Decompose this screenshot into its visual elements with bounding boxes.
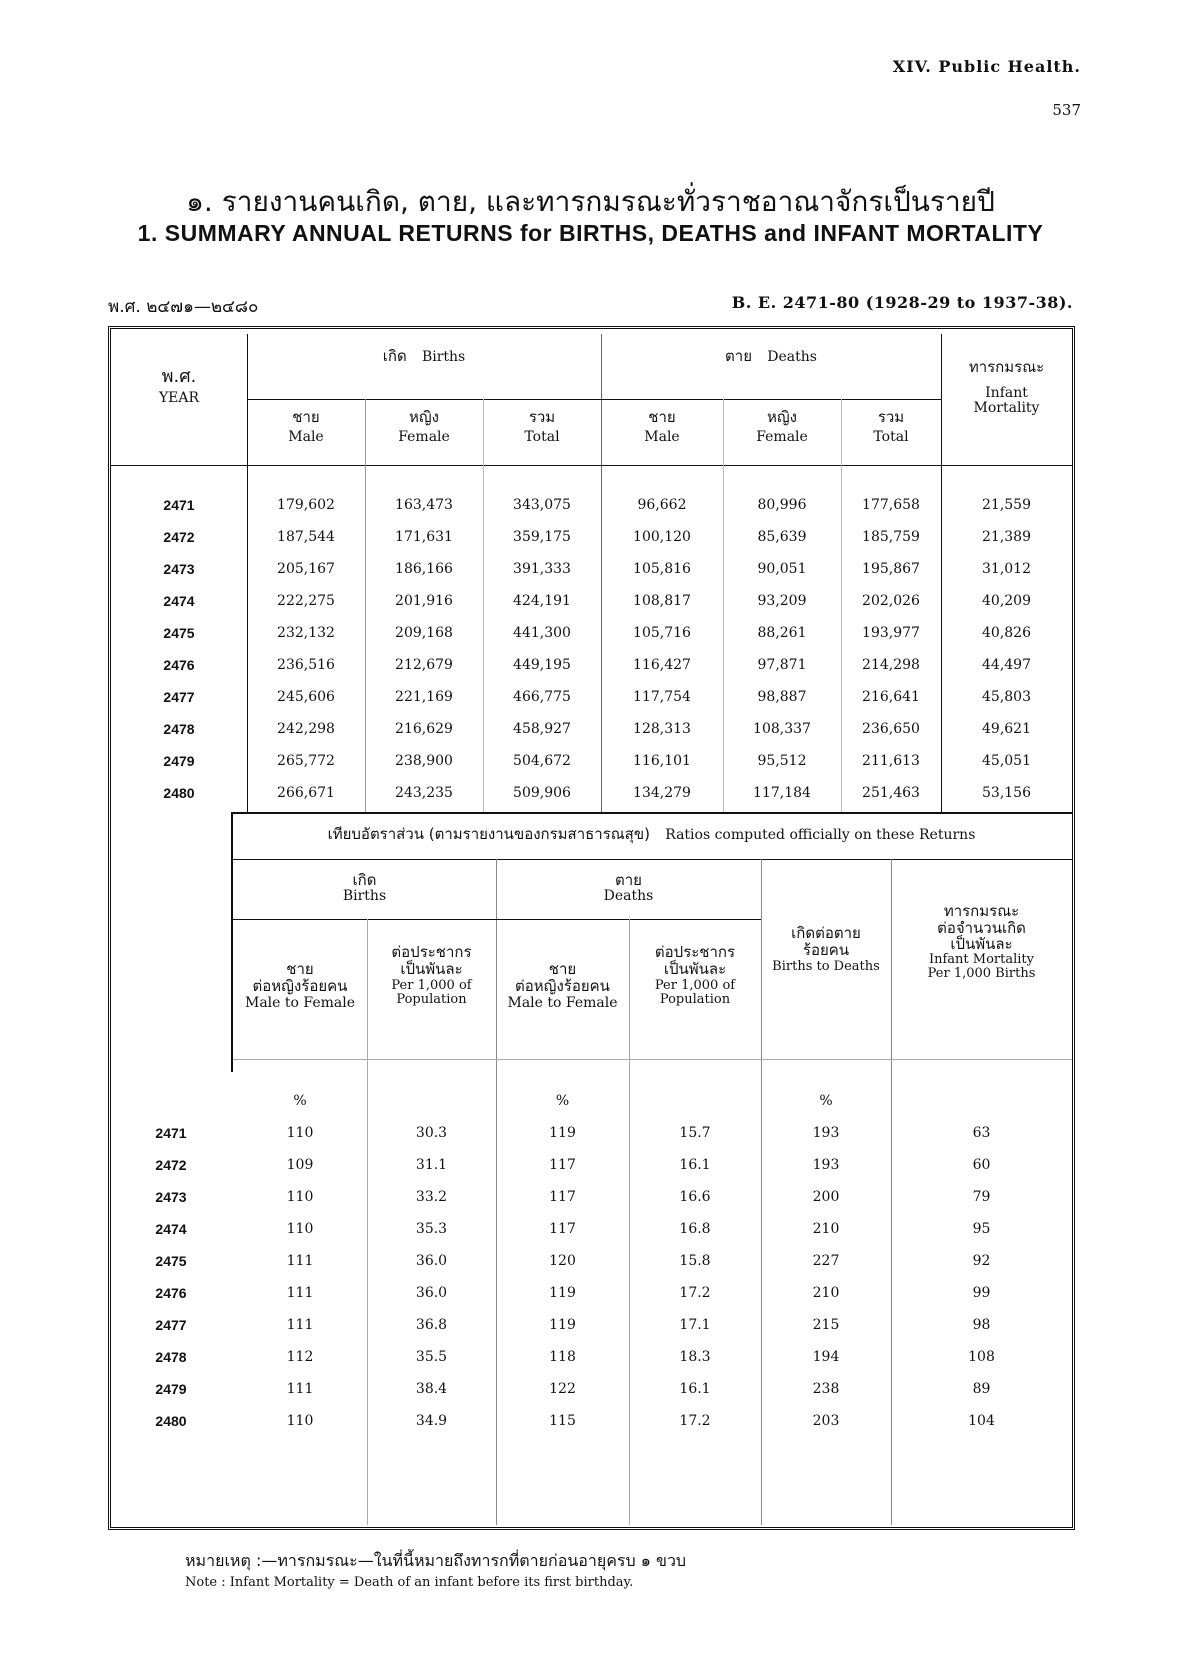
t2-deaths-english: Deaths: [603, 887, 654, 904]
table1-value-cell: 177,658: [862, 497, 920, 513]
births-total-english: Total: [524, 428, 560, 445]
t2-b2d-english: Births to Deaths: [772, 959, 880, 974]
table2-year-cell: 2473: [155, 1189, 187, 1205]
table2-value-cell: 111: [286, 1253, 314, 1269]
table1-value-cell: 21,559: [982, 497, 1031, 513]
table1-value-cell: 163,473: [395, 497, 453, 513]
table1-value-cell: 105,816: [633, 561, 691, 577]
table2-year-cell: 2472: [155, 1157, 187, 1173]
year-header-english: YEAR: [158, 389, 200, 406]
table1-value-cell: 49,621: [982, 721, 1031, 737]
t2-deaths-rate-thai-1: ต่อประชากร: [654, 943, 736, 961]
table1-value-cell: 98,887: [757, 689, 807, 705]
table1-year-cell: 2472: [163, 529, 195, 545]
table2-value-cell: 16.6: [679, 1189, 711, 1205]
table1-value-cell: 201,916: [395, 593, 453, 609]
deaths-header-english: Deaths: [767, 349, 817, 365]
deaths-male-header: [601, 409, 723, 445]
table1-value-cell: 185,759: [862, 529, 920, 545]
births-female-thai: หญิง: [409, 408, 439, 426]
table1-value-cell: 134,279: [633, 785, 691, 801]
table1-year-cell: 2480: [163, 785, 195, 801]
table2-value-cell: 15.8: [679, 1253, 711, 1269]
table1-value-cell: 343,075: [513, 497, 571, 513]
table1-year-cell: 2474: [163, 593, 195, 609]
period-english: B. E. 2471-80 (1928-29 to 1937-38).: [731, 293, 1073, 312]
t2-births-rate-english-2: Population: [396, 992, 467, 1008]
table2-value-cell: 119: [549, 1125, 576, 1141]
births-male-english: Male: [288, 428, 324, 445]
deaths-header-thai: ตาย: [725, 347, 752, 365]
table1-year-cell: 2476: [163, 657, 195, 673]
table1-value-cell: 100,120: [633, 529, 691, 545]
table2-value-cell: 108: [968, 1349, 995, 1365]
table1-value-cell: 186,166: [395, 561, 453, 577]
t2-deaths-rate-header: [629, 944, 761, 1008]
table1-value-cell: 209,168: [395, 625, 453, 641]
table2-value-cell: 35.3: [415, 1221, 448, 1237]
table1-value-cell: 221,169: [395, 689, 453, 705]
table1-value-cell: 245,606: [277, 689, 335, 705]
table2-value-cell: 110: [286, 1189, 314, 1205]
table2-value-cell: 111: [286, 1317, 314, 1333]
births-total-header: [483, 409, 601, 445]
table1-value-cell: 117,184: [753, 785, 811, 801]
table1-value-cell: 116,427: [633, 657, 691, 673]
t2-infant-header: [891, 903, 1072, 981]
table2-value-cell: 17.1: [679, 1317, 711, 1333]
table2-value-cell: 193: [812, 1157, 840, 1173]
note-english: Note : Infant Mortality = Death of an infant before its first birthday.: [185, 1575, 634, 1590]
table1-value-cell: 95,512: [757, 753, 807, 769]
table1-value-cell: 21,389: [982, 529, 1031, 545]
t2-infant-english-1: Infant Mortality: [928, 951, 1034, 967]
table1-value-cell: 93,209: [757, 593, 807, 609]
births-female-english: Female: [398, 428, 450, 445]
table1-value-cell: 179,602: [277, 497, 335, 513]
table1-value-cell: 31,012: [982, 561, 1031, 577]
t2-births-ratio-header: [233, 961, 367, 1011]
deaths-header: [601, 347, 941, 365]
table2-value-cell: 16.8: [679, 1221, 711, 1237]
table2-value-cell: 17.2: [679, 1285, 711, 1301]
t2-b2d-thai-1: เกิดต่อตาย: [791, 924, 861, 942]
t2-births-thai: เกิด: [352, 871, 377, 889]
page-title-english: 1. SUMMARY ANNUAL RETURNS for BIRTHS, DEATHS and INFANT MORTALITY: [137, 220, 1044, 246]
table2-value-cell: 111: [286, 1285, 314, 1301]
table2-value-cell: 16.1: [679, 1157, 711, 1173]
t2-births-rate-thai-2: เป็นพันละ: [400, 959, 463, 978]
table2-value-cell: 210: [812, 1221, 840, 1237]
t2-pct-births: %: [293, 1093, 307, 1109]
table1-value-cell: 359,175: [513, 529, 571, 545]
table1-value-cell: 116,101: [633, 753, 691, 769]
table1-value-cell: 232,132: [277, 625, 335, 641]
table2-value-cell: 36.8: [415, 1317, 448, 1333]
table2-year-cell: 2476: [155, 1285, 187, 1301]
births-header: [247, 347, 601, 365]
table2-value-cell: 92: [972, 1253, 991, 1269]
table1-value-cell: 441,300: [513, 625, 571, 641]
table1-value-cell: 117,754: [633, 689, 691, 705]
table2-value-cell: 36.0: [415, 1285, 448, 1301]
table1-value-cell: 509,906: [513, 785, 571, 801]
table2-value-cell: 95: [972, 1221, 991, 1237]
table2-value-cell: 227: [812, 1253, 840, 1269]
deaths-male-thai: ชาย: [648, 408, 676, 426]
table2-year-cell: 2474: [155, 1221, 187, 1237]
table1-value-cell: 424,191: [513, 593, 571, 609]
table1-value-cell: 96,662: [637, 497, 687, 513]
table2-value-cell: 193: [812, 1125, 840, 1141]
births-deaths-subheader-line: [247, 399, 941, 400]
table2-caption-english: Ratios computed officially on these Returns: [665, 827, 976, 843]
t2-births-ratio-english: Male to Female: [244, 995, 356, 1011]
t2-deaths-rate-english-2: Population: [659, 992, 731, 1008]
births-total-thai: รวม: [528, 408, 556, 426]
infant-header-english: Infant Mortality: [973, 384, 1040, 416]
t2-deaths-ratio-english: Male to Female: [507, 995, 618, 1011]
table1-value-cell: 90,051: [757, 561, 807, 577]
table1-value-cell: 85,639: [757, 529, 807, 545]
table2-caption-line: [231, 859, 1072, 860]
t2-deaths-ratio-header: [496, 961, 629, 1011]
deaths-female-english: Female: [756, 428, 808, 445]
table2-value-cell: 111: [286, 1381, 314, 1397]
t2-births-ratio-thai-2: ต่อหญิงร้อยคน: [252, 976, 348, 995]
table1-value-cell: 212,679: [395, 657, 453, 673]
t2-births-header: [233, 872, 496, 904]
table2-value-cell: 104: [968, 1413, 995, 1429]
table2-value-cell: 119: [549, 1285, 576, 1301]
t2-births-to-deaths-header: [761, 925, 891, 974]
table2-year-cell: 2475: [155, 1253, 187, 1269]
table2-value-cell: 215: [812, 1317, 840, 1333]
table2-caption-thai: เทียบอัตราส่วน (ตามรายงานของกรมสาธารณสุข): [327, 825, 650, 843]
table2-value-cell: 203: [812, 1413, 840, 1429]
table1-value-cell: 458,927: [513, 721, 571, 737]
section-header: XIV. Public Health.: [892, 57, 1081, 76]
table1-value-cell: 45,051: [982, 753, 1031, 769]
table2-year-cell: 2477: [155, 1317, 187, 1333]
table1-value-cell: 216,629: [395, 721, 453, 737]
t2-deaths-rate-english-1: Per 1,000 of: [654, 978, 736, 993]
births-header-english: Births: [421, 349, 466, 365]
page-number: 537: [1052, 101, 1081, 119]
table1-value-cell: 187,544: [277, 529, 335, 545]
deaths-total-english: Total: [873, 428, 909, 445]
table2-value-cell: 60: [972, 1157, 991, 1173]
table1-header-bottom: [111, 465, 1072, 466]
t2-pct-deaths: %: [555, 1093, 570, 1109]
table1-value-cell: 108,337: [753, 721, 811, 737]
table2-value-cell: 16.1: [679, 1381, 711, 1397]
table1-value-cell: 214,298: [862, 657, 920, 673]
t2-infant-thai-1: ทารกมรณะ: [943, 902, 1020, 920]
t2-infant-english-2: Per 1,000 Births: [927, 965, 1036, 981]
table1-year-cell: 2478: [163, 721, 195, 737]
t2-header-bottom: [233, 1059, 1072, 1060]
table2-value-cell: 63: [972, 1125, 991, 1141]
table2-value-cell: 89: [972, 1381, 991, 1397]
table2-value-cell: 99: [972, 1285, 991, 1301]
table2-value-cell: 36.0: [415, 1253, 448, 1269]
infant-header: [941, 359, 1072, 416]
table1-value-cell: 265,772: [277, 753, 335, 769]
t2-deaths-thai: ตาย: [615, 871, 642, 889]
period-thai: พ.ศ. ๒๔๗๑—๒๔๘๐: [108, 297, 259, 317]
table1-value-cell: 236,516: [277, 657, 335, 673]
table2-value-cell: 117: [549, 1157, 576, 1173]
t2-deaths-header: [496, 872, 761, 904]
table2-value-cell: 238: [812, 1381, 840, 1397]
table2-value-cell: 34.9: [415, 1413, 448, 1429]
deaths-female-header: [723, 409, 841, 445]
t2-deaths-rate-thai-2: เป็นพันละ: [663, 959, 727, 978]
births-header-thai: เกิด: [382, 347, 407, 365]
table2-value-cell: 33.2: [415, 1189, 448, 1205]
table2-value-cell: 35.5: [415, 1349, 448, 1365]
infant-header-thai: ทารกมรณะ: [968, 358, 1045, 376]
births-male-header: [247, 409, 365, 445]
table1-value-cell: 53,156: [982, 785, 1031, 801]
table2-value-cell: 15.7: [679, 1125, 711, 1141]
table2-top-line: [231, 812, 1072, 814]
deaths-female-thai: หญิง: [767, 408, 797, 426]
births-male-thai: ชาย: [292, 408, 320, 426]
table1-value-cell: 171,631: [395, 529, 453, 545]
table2-left-line: [231, 812, 233, 1072]
table1-value-cell: 108,817: [633, 593, 691, 609]
table2-value-cell: 194: [812, 1349, 840, 1365]
table1-value-cell: 236,650: [862, 721, 920, 737]
table1-value-cell: 44,497: [982, 657, 1031, 673]
deaths-total-header: [841, 409, 941, 445]
births-female-header: [365, 409, 483, 445]
table1-year-cell: 2475: [163, 625, 195, 641]
table2-value-cell: 30.3: [415, 1125, 448, 1141]
table1-value-cell: 40,826: [982, 625, 1031, 641]
table1-value-cell: 88,261: [757, 625, 807, 641]
t2-births-rate-english-1: Per 1,000 of: [391, 978, 472, 993]
table2-value-cell: 120: [549, 1253, 576, 1269]
table2-year-cell: 2480: [155, 1413, 187, 1429]
table2-value-cell: 110: [286, 1125, 314, 1141]
table1-value-cell: 391,333: [513, 561, 571, 577]
t2-infant-thai-3: เป็นพันละ: [950, 935, 1013, 953]
table1-value-cell: 222,275: [277, 593, 335, 609]
table1-value-cell: 80,996: [757, 497, 807, 513]
table2-value-cell: 17.2: [679, 1413, 711, 1429]
t2-deaths-ratio-thai-2: ต่อหญิงร้อยคน: [515, 976, 610, 995]
table2-value-cell: 110: [286, 1221, 314, 1237]
table1-value-cell: 243,235: [395, 785, 453, 801]
table1-year-cell: 2477: [163, 689, 195, 705]
table2-value-cell: 79: [972, 1189, 991, 1205]
table2-year-cell: 2478: [155, 1349, 187, 1365]
table2-value-cell: 18.3: [679, 1349, 711, 1365]
table1-value-cell: 238,900: [395, 753, 453, 769]
year-header-thai: พ.ศ.: [161, 366, 197, 387]
table1-value-cell: 97,871: [757, 657, 807, 673]
table1-value-cell: 211,613: [862, 753, 920, 769]
deaths-male-english: Male: [644, 428, 680, 445]
table1-value-cell: 449,195: [513, 657, 571, 673]
table2-caption: [231, 825, 1072, 843]
year-header: [111, 367, 247, 406]
table2-value-cell: 31.1: [415, 1157, 448, 1173]
table2-year-cell: 2479: [155, 1381, 187, 1397]
table1-value-cell: 266,671: [277, 785, 335, 801]
table2-value-cell: 115: [549, 1413, 576, 1429]
table1-value-cell: 105,716: [633, 625, 691, 641]
table1-value-cell: 205,167: [277, 561, 335, 577]
table2-value-cell: 98: [972, 1317, 991, 1333]
table1-value-cell: 195,867: [862, 561, 920, 577]
note-thai: หมายเหตุ :—ทารกมรณะ—ในที่นี้หมายถึงทารกที่ตายก่อนอายุครบ ๑ ขวบ: [185, 1551, 687, 1570]
table2-value-cell: 119: [549, 1317, 576, 1333]
table2-value-cell: 122: [549, 1381, 576, 1397]
table1-value-cell: 242,298: [277, 721, 335, 737]
t2-births-rate-header: [367, 944, 496, 1008]
deaths-total-thai: รวม: [877, 408, 905, 426]
table1-value-cell: 466,775: [513, 689, 571, 705]
t2-pct-b2d: %: [819, 1093, 833, 1109]
page-title-thai: ๑. รายงานคนเกิด, ตาย, และทารกมรณะทั่วราชอาณาจักรเป็นรายปี: [186, 185, 995, 218]
t2-b2d-thai-2: ร้อยคน: [802, 940, 850, 959]
table2-value-cell: 210: [812, 1285, 840, 1301]
table1-value-cell: 40,209: [982, 593, 1031, 609]
table2-value-cell: 117: [549, 1221, 576, 1237]
t2-births-deaths-subline: [233, 919, 761, 920]
t2-births-rate-thai-1: ต่อประชากร: [391, 943, 472, 961]
table2-value-cell: 112: [286, 1349, 314, 1365]
table1-value-cell: 251,463: [862, 785, 920, 801]
table2-value-cell: 110: [286, 1413, 314, 1429]
table1-value-cell: 202,026: [862, 593, 920, 609]
table2-value-cell: 38.4: [415, 1381, 448, 1397]
table1-year-cell: 2471: [163, 497, 195, 513]
table2-value-cell: 200: [812, 1189, 840, 1205]
t2-infant-thai-2: ต่อจำนวนเกิด: [937, 918, 1026, 937]
t2-births-english: Births: [342, 887, 387, 904]
t2-births-ratio-thai-1: ชาย: [286, 960, 314, 978]
table-frame: [108, 326, 1075, 1530]
t2-deaths-ratio-thai-1: ชาย: [548, 960, 577, 978]
table2-year-cell: 2471: [155, 1125, 187, 1141]
table1-year-cell: 2479: [163, 753, 195, 769]
table1-value-cell: 193,977: [862, 625, 920, 641]
table2-value-cell: 117: [549, 1189, 576, 1205]
table2-value-cell: 118: [549, 1349, 576, 1365]
table1-value-cell: 128,313: [633, 721, 691, 737]
table1-year-cell: 2473: [163, 561, 195, 577]
table1-value-cell: 504,672: [513, 753, 571, 769]
table1-value-cell: 216,641: [862, 689, 920, 705]
table2-value-cell: 109: [286, 1157, 314, 1173]
table1-value-cell: 45,803: [982, 689, 1031, 705]
